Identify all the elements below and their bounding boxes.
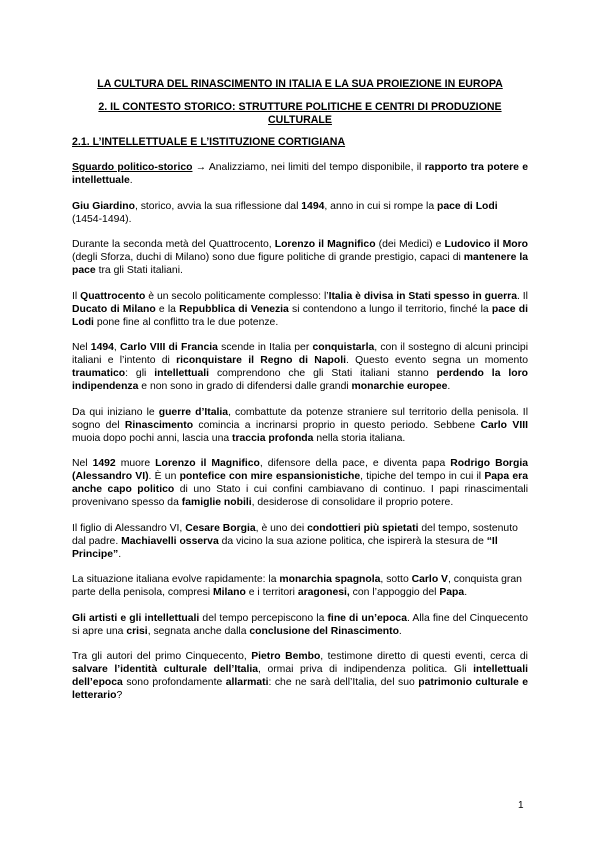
bold-text: famiglie nobili: [181, 497, 252, 508]
bold-text: mantenere la pace: [72, 252, 528, 276]
bold-text: Carlo VIII di Francia: [120, 342, 218, 353]
paragraph: [72, 161, 528, 187]
text-run: : che ne sarà dell’Italia, del suo: [268, 677, 419, 688]
bold-text: intellettuali dell’epoca: [72, 664, 528, 688]
bold-text: Rinascimento: [124, 419, 194, 431]
section-title: 2. IL CONTESTO STORICO: STRUTTURE POLITICHE E CENTRI DI PRODUZIONE CULTURALE: [98, 101, 502, 126]
text-run: Nel: [72, 458, 93, 469]
text-run: si contendono a lungo il territorio, finché la: [288, 303, 492, 315]
bold-text: condottieri più spietati: [307, 522, 419, 534]
bold-text: allarmati: [225, 677, 269, 688]
text-run: nella storia italiana.: [313, 432, 406, 444]
document-title: LA CULTURA DEL RINASCIMENTO IN ITALIA E LA SUA PROIEZIONE IN EUROPA: [97, 78, 503, 90]
text-run: , testimone diretto di questi eventi, cerca di: [320, 651, 528, 662]
bold-text: 1492: [92, 458, 116, 469]
text-run: comincia a incrinarsi proprio in questo periodo. Sebbene: [193, 419, 481, 431]
text-run: e i territori: [245, 587, 298, 598]
text-run: → Analizziamo, nei limiti del tempo disponibile, il: [192, 162, 425, 173]
bold-text: conclusione del Rinascimento: [249, 625, 399, 637]
text-run: . Alla fine del Cinquecento si apre una: [72, 612, 529, 637]
text-run: , segnata anche dalla: [147, 625, 250, 637]
bold-text: intellettuali: [154, 368, 210, 379]
text-run: da vicino la sua azione politica, che ispirerà la stesura de: [218, 535, 487, 547]
text-run: , sotto: [380, 574, 412, 585]
bold-text: traumatico: [72, 368, 126, 379]
text-run: , anno in cui si rompe la: [324, 200, 438, 212]
text-run: e non sono in grado di difendersi dalle grandi: [138, 381, 352, 392]
text-run: .: [129, 175, 133, 186]
bold-text: Papa: [439, 587, 465, 598]
paragraph: [72, 650, 528, 702]
bold-text: monarchia spagnola: [279, 574, 381, 585]
text-run: .: [464, 587, 468, 598]
bold-text: pontefice con mire espansionistiche: [179, 471, 361, 482]
text-run: , combattute da potenze straniere sul territorio della penisola. Il sogno del: [72, 406, 529, 431]
text-run: di uno Stato i cui confini cambiavano di continuo. I papi rinascimentali provenivano spesso da: [72, 484, 529, 508]
text-run: Il figlio di Alessandro VI,: [72, 522, 186, 534]
paragraph: [72, 522, 528, 561]
bold-text: Papa era anche capo politico: [72, 471, 528, 495]
text-run: è un secolo politicamente complesso: l’: [145, 290, 329, 302]
bold-text: Machiavelli osserva: [121, 535, 219, 547]
text-run: del tempo, sostenuto dal padre.: [72, 522, 518, 547]
text-run: Da qui iniziano le: [72, 406, 159, 418]
text-run: . È un: [148, 471, 180, 482]
text-run: .: [398, 625, 402, 637]
bold-text: Carlo V: [411, 574, 448, 585]
bold-text: Rodrigo Borgia (Alessandro VI): [72, 458, 528, 482]
text-run: Nel: [72, 342, 91, 353]
text-run: Tra gli autori del primo Cinquecento,: [72, 651, 252, 662]
document-page: [72, 78, 528, 715]
text-run: : gli: [125, 368, 155, 379]
text-run: muoia dopo pochi anni, lascia una: [72, 432, 233, 444]
text-run: .: [118, 548, 122, 560]
text-run: pone fine al conflitto tra le due potenze.: [93, 316, 279, 328]
bold-text: “Il Principe”: [72, 535, 498, 560]
text-run: e la: [155, 303, 180, 315]
bold-text: crisi: [126, 625, 148, 637]
text-run: , con il sostegno di alcuni principi italiani e l’intento di: [72, 342, 529, 366]
text-run: tra gli Stati italiani.: [95, 265, 183, 276]
bold-text: perdendo la loro indipendenza: [72, 368, 528, 392]
bold-text: Ludovico il Moro: [444, 239, 528, 250]
paragraph: [72, 406, 528, 445]
bold-text: aragonesi,: [297, 587, 350, 598]
bold-text: Italia è divisa in Stati spesso in guerra: [328, 290, 517, 302]
text-run: ?: [116, 690, 123, 701]
bold-text: monarchie europee: [351, 381, 448, 392]
text-run: Durante la seconda metà del Quattrocento,: [72, 239, 275, 250]
paragraph: [72, 341, 528, 393]
text-run: , desiderose di consolidare il proprio potere.: [251, 497, 454, 508]
bold-text: riconquistare il Regno di Napoli: [176, 355, 347, 366]
paragraph: [72, 200, 528, 226]
text-run: con l’appoggio del: [349, 587, 440, 598]
paragraph: [72, 612, 528, 638]
paragraph: [72, 573, 528, 599]
subsection-title: 2.1. L’INTELLETTUALE E L’ISTITUZIONE CORTIGIANA: [72, 136, 346, 148]
bold-text: traccia profonda: [232, 432, 314, 444]
bold-text: 1494: [301, 200, 325, 212]
page-number: 1: [518, 800, 524, 811]
bold-text: Cesare Borgia: [185, 522, 256, 534]
text-run: Il: [72, 290, 81, 302]
paragraph: [72, 290, 528, 329]
bold-text: pace di Lodi: [72, 303, 528, 328]
text-run: (degli Sforza, duchi di Milano) sono due figure politiche di grande prestigio, capaci di: [72, 252, 464, 263]
bold-text: fine di un’epoca: [327, 612, 407, 624]
bold-text: 1494: [90, 342, 114, 353]
text-run: del tempo percepiscono la: [199, 612, 328, 624]
text-run: ,: [113, 342, 121, 353]
bold-text: Sguardo politico-storico: [72, 162, 193, 173]
text-run: muore: [115, 458, 156, 469]
text-run: sono profondamente: [122, 677, 226, 688]
bold-text: conquistarla: [312, 342, 375, 353]
text-run: La situazione italiana evolve rapidamente: la: [72, 574, 280, 585]
text-run: , tipiche del tempo in cui il: [360, 471, 485, 482]
bold-text: Milano: [212, 587, 246, 598]
bold-text: Pietro Bembo: [251, 651, 321, 662]
bold-text: Repubblica di Venezia: [179, 303, 289, 315]
text-run: , storico, avvia la sua riflessione dal: [134, 200, 302, 212]
text-run: , difensore della pace, e diventa papa: [259, 458, 451, 469]
text-run: , conquista gran parte della penisola, compresi: [72, 574, 522, 598]
bold-text: pace di Lodi: [437, 200, 498, 212]
text-run: . Il: [516, 290, 528, 302]
text-run: .: [447, 381, 451, 392]
bold-text: guerre d’Italia: [158, 406, 229, 418]
bold-text: Lorenzo il Magnifico: [274, 239, 376, 250]
text-run: , è uno dei: [255, 522, 308, 534]
paragraph: [72, 238, 528, 277]
text-run: , ormai priva di indipendenza politica. Gli: [258, 664, 474, 675]
text-run: (1454-1494).: [72, 213, 132, 225]
bold-text: patrimonio culturale e letterario: [72, 677, 529, 701]
bold-text: salvare l’identità culturale dell’Italia: [72, 664, 258, 675]
text-run: comprendono che gli Stati italiani stanno: [209, 368, 437, 379]
paragraph: [72, 457, 528, 509]
bold-text: rapporto tra potere e intellettuale: [72, 162, 528, 186]
text-run: (dei Medici) e: [375, 239, 445, 250]
bold-text: Ducato di Milano: [72, 303, 156, 315]
bold-text: Lorenzo il Magnifico: [155, 458, 260, 469]
bold-text: Quattrocento: [80, 290, 146, 302]
bold-text: Carlo VIII: [480, 419, 528, 431]
bold-text: Gli artisti e gli intellettuali: [72, 612, 200, 624]
text-run: . Questo evento segna un momento: [346, 355, 529, 366]
body-text: [72, 161, 528, 702]
bold-text: Giu Giardino: [72, 200, 135, 212]
text-run: scende in Italia per: [217, 342, 313, 353]
